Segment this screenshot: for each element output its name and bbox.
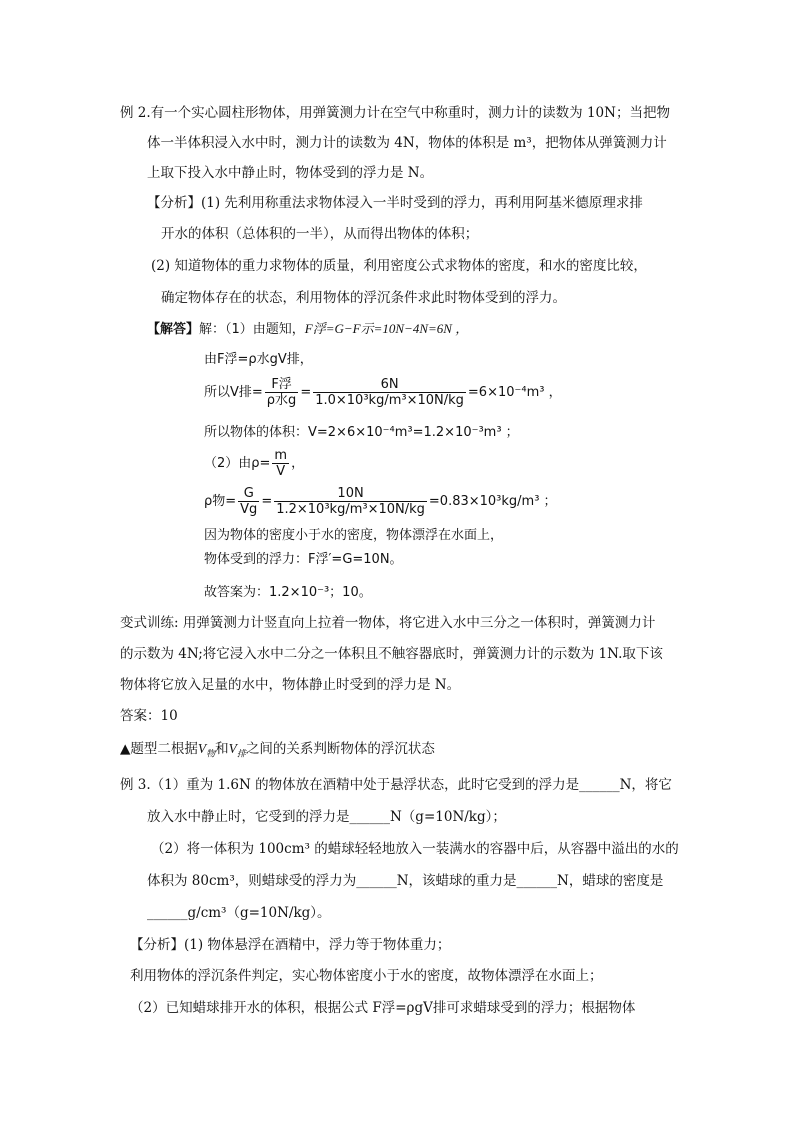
fraction-g-over-vg (238, 486, 259, 517)
solution-line-2: 由F浮=ρ水gV排， (204, 352, 313, 367)
solution-step-1-prefix: 解：（1）由题知， (199, 322, 305, 337)
analysis-text-1: (1) 先利用称重法求物体浸入一半时受到的浮力，再利用阿基米德原理求排 (201, 195, 643, 211)
solution-line-4: 所以物体的体积：V=2×6×10⁻⁴m³=1.2×10⁻³m³ ； (204, 425, 519, 440)
analysis-line-4: 确定物体存在的状态，利用物体的浮沉条件求此时物体受到的浮力。 (161, 290, 566, 306)
solution-line-9: 故答案为：1.2×10⁻³；10。 (204, 585, 372, 600)
solution-line-5 (204, 448, 304, 479)
v-symbol: V (228, 741, 237, 756)
solution-step-5-prefix: （2）由ρ= (204, 456, 271, 471)
analysis3-tag: 【分析】 (130, 937, 184, 953)
solution-line-6: ρ物= $\frac{G}{Vg}$ = $\frac{10N}{\text{1.2×10³kg/m³×10N/kg}}$ =0.83×10³kg/m³ ； (204, 486, 557, 517)
variant-line-2: 的示数为 4N;将它浸入水中二分之一体积且不触容器底时，弹簧测力计的示数为 1N.取下该 (120, 646, 663, 662)
ex3-line-2: 放入水中静止时，它受到的浮力是______N（g=10N/kg）； (147, 809, 506, 825)
v-object-subscript: 物 (206, 748, 216, 759)
solution-tag: 【解答】 (147, 322, 200, 337)
v-symbol: V (197, 741, 207, 756)
fraction-numerator: 6N (313, 377, 466, 393)
fraction-denominator: ρ水g (266, 393, 297, 408)
fraction-volume-calc (313, 377, 466, 408)
fraction-density-calc (274, 486, 427, 517)
fraction-numerator: 10N (274, 486, 427, 502)
fraction-denominator: Vg (240, 502, 258, 517)
analysis3-line-3: （2）已知蜡球排开水的体积，根据公式 F浮=ρgV排可求蜡球受到的浮力；根据物体 (130, 1000, 636, 1016)
ex3-line-5: ______g/cm³（g=10N/kg）。 (147, 905, 331, 921)
analysis-line-2: 开水的体积（总体积的一半），从而得出物体的体积； (161, 226, 479, 242)
type2-suffix: 之间的关系判断物体的浮沉状态 (245, 741, 435, 757)
analysis3-line-1 (130, 936, 450, 954)
solution-step-1-formula: F浮=G−F示=10N−4N=6N ， (304, 321, 469, 336)
analysis-line-1 (147, 194, 643, 212)
type2-prefix: ▲题型二根据 (120, 741, 198, 757)
ex2-line-2: 体一半体积浸入水中时，测力计的读数为 4N，物体的体积是 m³，把物体从弹簧测力计 (147, 135, 667, 151)
fraction-numerator: G (238, 486, 259, 502)
variant-answer: 答案：10 (120, 708, 178, 724)
ex2-line-1: 例 2.有一个实心圆柱形物体，用弹簧测力计在空气中称重时，测力计的读数为 10N；当把物 (120, 105, 670, 121)
analysis-line-3: (2) 知道物体的重力求物体的质量，利用密度公式求物体的密度，和水的密度比较， (151, 258, 647, 274)
v-displaced-subscript: 排 (236, 748, 246, 759)
solution-step-6-prefix: ρ物= (204, 494, 237, 509)
type2-mid: 和 (215, 741, 229, 757)
variant-line-3: 物体将它放入足量的水中，物体静止时受到的浮力是 N。 (120, 677, 461, 693)
solution-step-6-result: =0.83×10³kg/m³ ； (428, 494, 557, 509)
ex3-line-1: 例 3.（1）重为 1.6N 的物体放在酒精中处于悬浮状态，此时它受到的浮力是______N，将它 (120, 777, 672, 793)
solution-line-8: 物体受到的浮力：F浮′=G=10N。 (204, 552, 403, 567)
analysis-tag: 【分析】 (147, 195, 201, 211)
variant-line-1: 变式训练: 用弹簧测力计竖直向上拉着一物体，将它进入水中三分之一体积时，弹簧测力计 (120, 615, 656, 631)
fraction-density-definition (272, 448, 289, 479)
ex2-line-3: 上取下投入水中静止时，物体受到的浮力是 N。 (147, 165, 434, 181)
ex3-line-3: （2）将一体积为 100cm³ 的蜡球轻轻地放入一装满水的容器中后，从容器中溢出的水的 (151, 841, 679, 857)
fraction-numerator: m (274, 448, 288, 463)
fraction-numerator: F浮 (265, 377, 299, 393)
v-displaced-symbol (228, 741, 246, 759)
analysis3-text-1: (1) 物体悬浮在酒精中，浮力等于物体重力； (184, 937, 451, 953)
v-object-symbol (197, 741, 216, 759)
solution-step-5-suffix: ， (291, 456, 305, 471)
solution-step-3-prefix: 所以V排= (204, 385, 263, 400)
fraction-buoyancy-over-rho-g (265, 377, 299, 408)
solution-line-7: 因为物体的密度小于水的密度，物体漂浮在水面上， (204, 528, 504, 543)
fraction-denominator: 1.0×10³kg/m³×10N/kg (315, 393, 464, 408)
type2-heading (120, 740, 435, 763)
solution-step-3-result: =6×10⁻⁴m³ ， (467, 385, 562, 400)
fraction-denominator: V (276, 464, 286, 479)
fraction-denominator: 1.2×10³kg/m³×10N/kg (276, 502, 425, 517)
solution-line-3: 所以V排= $\frac{\text{F浮}}{\text{ρ水g}}$ = $\frac{6N}{\text{1.0×10³kg/m³×10N/kg}}$ =6×10⁻⁴m³ ， (204, 377, 562, 408)
ex3-line-4: 体积为 80cm³，则蜡球受的浮力为______N，该蜡球的重力是______N，蜡球的密度是 (147, 873, 664, 889)
analysis3-line-2: 利用物体的浮沉条件判定，实心物体密度小于水的密度，故物体漂浮在水面上； (130, 968, 603, 984)
solution-line-1 (147, 320, 468, 339)
